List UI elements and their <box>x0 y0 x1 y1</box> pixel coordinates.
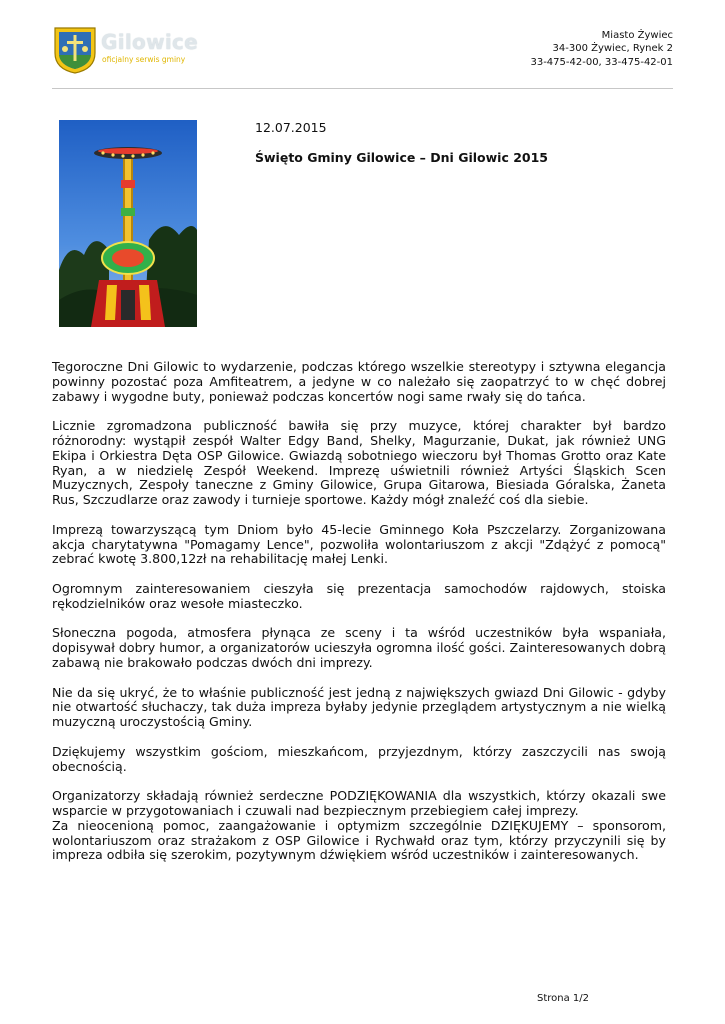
logo-tagline: oficjalny serwis gminy <box>102 55 186 64</box>
paragraph: Ogromnym zainteresowaniem cieszyła się prezentacja samochodów rajdowych, stoiska rękodzielników oraz wesołe miasteczko. <box>52 580 666 611</box>
paragraph: Dziękujemy wszystkim gościom, mieszkańcom, przyjezdnym, którzy zaszczycili nas swoją obecnością. <box>52 743 666 774</box>
site-logo[interactable] <box>52 25 199 77</box>
paragraph: Organizatorzy składają również serdeczne PODZIĘKOWANIA dla wszystkich, którzy okazali swe wsparcie w przygotowaniach i czuwali nad bezpiecznym przebiegiem całej imprezy. <box>52 788 666 818</box>
article-title: Święto Gminy Gilowice – Dni Gilowic 2015 <box>255 150 548 165</box>
article-body <box>52 360 666 863</box>
paragraph: Tegoroczne Dni Gilowic to wydarzenie, podczas którego wszelkie stereotypy i sztywna elegancja powinny pozostać poza Amfiteatrem, a jedyne w co należało się zaopatrzyć to w chęć dobrej zabawy i wygodne buty, ponieważ podczas koncertów nogi same rwały się do tańca. <box>52 359 666 404</box>
contact-info <box>530 29 673 69</box>
paragraph: Słoneczna pogoda, atmosfera płynąca ze sceny i ta wśród uczestników była wspaniała, dopisywał dobry humor, a organizatorów ucieszyła ogromna ilość gości. Zainteresowanych dobrą zabawą nie brakowało podczas dwóch dni imprezy. <box>52 625 666 670</box>
contact-phones: 33-475-42-00, 33-475-42-01 <box>530 56 673 68</box>
article-photo <box>59 120 197 327</box>
fairground-ride-image <box>59 120 197 327</box>
logo-wordmark: Gilowice <box>101 30 199 54</box>
paragraph: Za nieocenioną pomoc, zaangażowanie i optymizm szczególnie DZIĘKUJEMY – sponsorom, wolontariuszom oraz strażakom z OSP Gilowice i Rychwałd oraz tym, którzy przyczynili się by impreza odbiła się szerokim, pozytywnym dźwiękiem wśród uczestników i zainteresowanych. <box>52 817 666 863</box>
page-number: Strona 1/2 <box>537 993 590 1004</box>
coat-of-arms-icon <box>52 25 98 75</box>
article-date: 12.07.2015 <box>255 120 327 135</box>
contact-city: Miasto Żywiec <box>601 30 673 41</box>
paragraph: Imprezą towarzyszącą tym Dniom było 45-lecie Gminnego Koła Pszczelarzy. Zorganizowana akcja charytatywna "Pomagamy Lence", pozwoliła wolontariuszom z akcji "Zdążyć z pomocą" zebrać kwotę 3.800,12zł na rehabilitację małej Lenki. <box>52 521 666 567</box>
header-divider <box>52 88 673 89</box>
paragraph: Nie da się ukryć, że to właśnie publiczność jest jedną z największych gwiazd Dni Gilowic - gdyby nie otwartość słuchaczy, tak duża impreza byłaby jedynie przeglądem artystycznym a nie wielką muzyczną uroczystością Gminy. <box>52 684 666 730</box>
paragraph: Licznie zgromadzona publiczność bawiła się przy muzyce, której charakter był bardzo różnorodny: wystąpił zespół Walter Edgy Band, Shelky, Magurzanie, Dukat, jak również UNG Ekipa i Orkiestra Dęta OSP Gilowice. Gwiazdą sobotniego wieczoru był Thomas Grotto oraz Kate Ryan, a w niedzielę Zespół Weekend. Imprezę uświetnili również Artyści Śląskich Scen Muzycznych, Zespoły taneczne z Gminy Gilowice, Grupa Gitarowa, Biesiada Góralska, Żaneta Rus, Szczudlarze oraz zawody i turnieje sportowe. Każdy mógł znaleźć coś dla siebie. <box>52 418 666 508</box>
contact-address: 34-300 Żywiec, Rynek 2 <box>552 43 673 55</box>
